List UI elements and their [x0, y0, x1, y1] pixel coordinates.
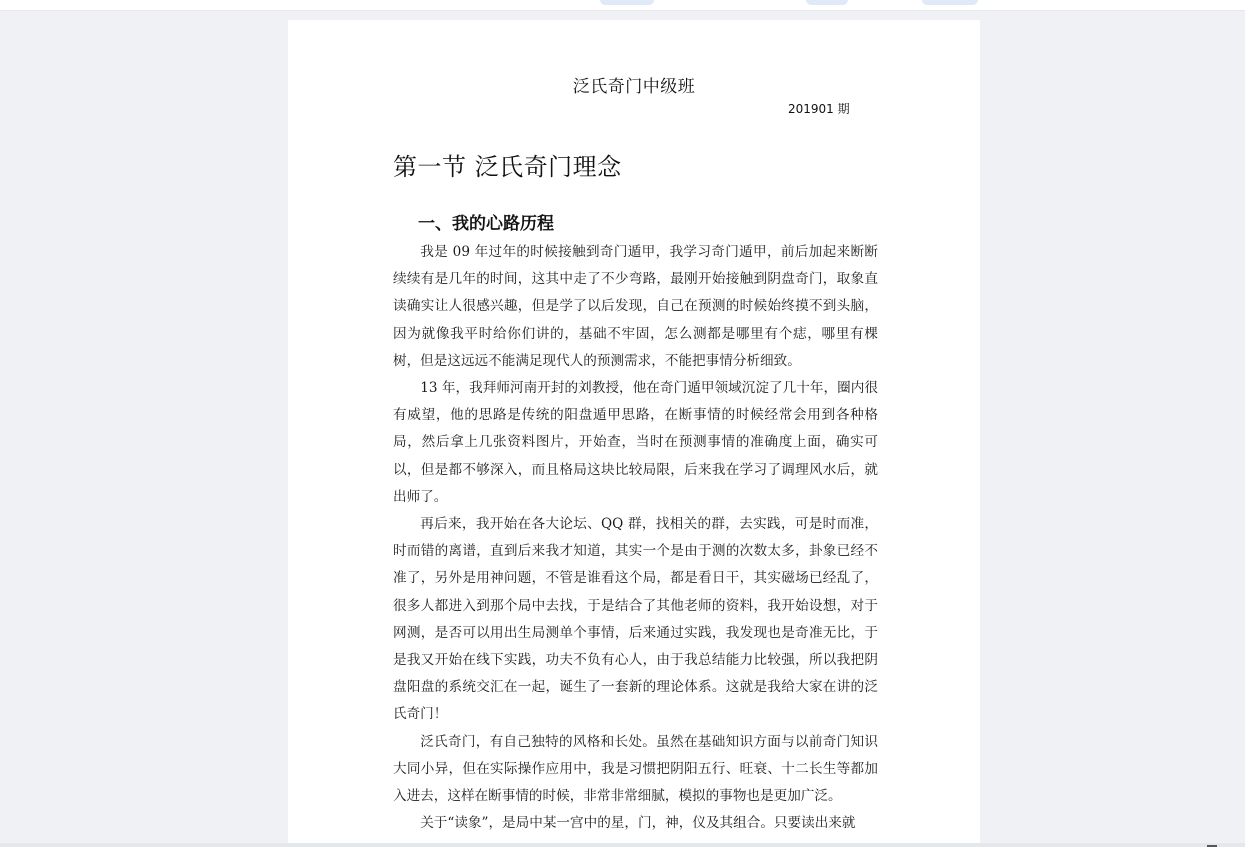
subsection-heading: 一、我的心路历程: [418, 214, 554, 234]
paragraph: 关于“读象”，是局中某一宫中的星，门，神，仪及其组合。只要读出来就: [420, 815, 856, 832]
toolbar-strip: [0, 0, 1245, 11]
paragraph: 13 年，我拜师河南开封的刘教授，他在奇门遁甲领域沉淀了几十年，圈内很有威望，他的思路是传统的阳盘遁甲思路，在断事情的时候经常会用到各种格局，然后拿上几张资料图片，开始查，当时在预测事情的准确度上面，确实可以，但是都不够深入，而且格局这块比较局限，后来我在学习了调理风水后，就出师了。: [393, 380, 878, 505]
paragraph: 泛氏奇门，有自己独特的风格和长处。虽然在基础知识方面与以前奇门知识大同小异，但在实际操作应用中，我是习惯把阴阳五行、旺衰、十二长生等都加入进去，这样在断事情的时候，非常非常细腻，模拟的事物也是更加广泛。: [393, 733, 878, 805]
document-title: 泛氏奇门中级班: [572, 77, 696, 97]
toolbar-tab[interactable]: [922, 0, 978, 5]
document-page: [288, 20, 980, 847]
paragraph: 再后来，我开始在各大论坛、QQ 群，找相关的群，去实践，可是时而准，时而错的离谱，直到后来我才知道，其实一个是由于测的次数太多，卦象已经不准了，另外是用神问题，不管是谁看这个局，都是看日干，其实磁场已经乱了，很多人都进入到那个局中去找，于是结合了其他老师的资料，我开始设想，对于网测，是否可以用出生局测单个事情，后来通过实践，我发现也是奇准无比，于是我又开始在线下实践，功夫不负有心人，由于我总结能力比较强，所以我把阴盘阳盘的系统交汇在一起，诞生了一套新的理论体系。这就是我给大家在讲的泛氏奇门！: [393, 516, 878, 723]
issue-label: 201901 期: [788, 102, 850, 116]
status-strip: [0, 843, 1245, 847]
body-text: [393, 239, 878, 837]
section-heading: 第一节 泛氏奇门理念: [393, 153, 622, 181]
toolbar-tab[interactable]: [806, 0, 848, 5]
toolbar-tab[interactable]: [600, 0, 654, 5]
paragraph: 我是 09 年过年的时候接触到奇门遁甲，我学习奇门遁甲，前后加起来断断续续有是几年的时间，这其中走了不少弯路，最刚开始接触到阴盘奇门，取象直读确实让人很感兴趣，但是学了以后发现，自己在预测的时候始终摸不到头脑，因为就像我平时给你们讲的，基础不牢固，怎么测都是哪里有个痣，哪里有棵树，但是这远远不能满足现代人的预测需求，不能把事情分析细致。: [393, 244, 878, 369]
